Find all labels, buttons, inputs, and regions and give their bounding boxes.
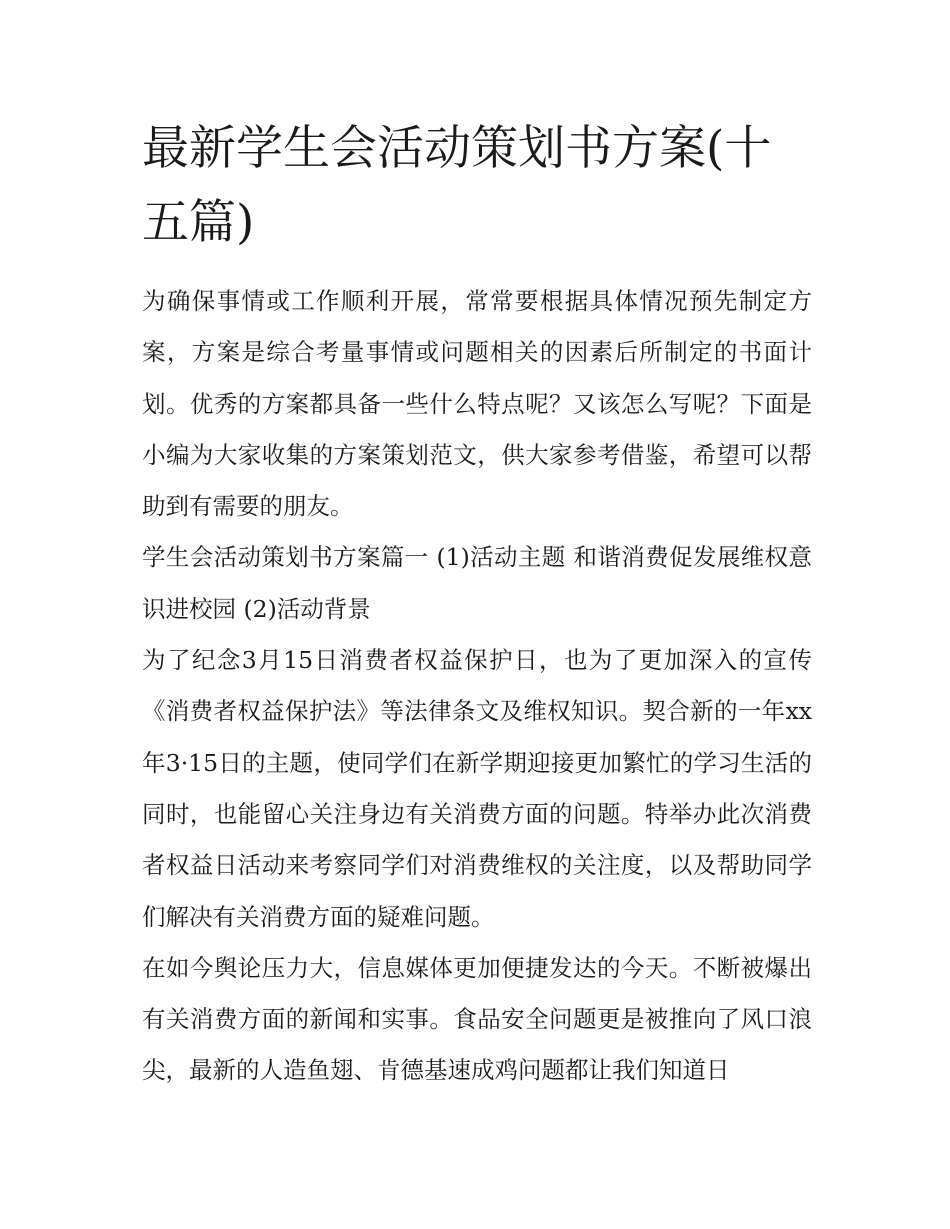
- paragraph-background: 为了纪念3月15日消费者权益保护日，也为了更加深入的宣传《消费者权益保护法》等法律条文及维权知识。契合新的一年xx年3·15日的主题，使同学们在新学期迎接更加繁忙的学习生活的同时，也能留心关注身边有关消费方面的问题。特举办此次消费者权益日活动来考察同学们对消费维权的关注度，以及帮助同学们解决有关消费方面的疑难问题。: [142, 646, 812, 931]
- paragraph-context: 在如今舆论压力大，信息媒体更加便捷发达的今天。不断被爆出有关消费方面的新闻和实事。食品安全问题更是被推向了风口浪尖，最新的人造鱼翅、肯德基速成鸡问题都让我们知道日: [142, 953, 812, 1085]
- document-title: 最新学生会活动策划书方案(十五篇): [142, 121, 772, 250]
- paragraph-intro: 为确保事情或工作顺利开展，常常要根据具体情况预先制定方案，方案是综合考量事情或问题相关的因素后所制定的书面计划。优秀的方案都具备一些什么特点呢？又该怎么写呢？下面是小编为大家收集的方案策划范文，供大家参考借鉴，希望可以帮助到有需要的朋友。: [142, 287, 812, 521]
- document-page: [142, 112, 812, 1097]
- paragraph-section-heading: 学生会活动策划书方案篇一 (1)活动主题 和谐消费促发展维权意识进校园 (2)活动背景: [142, 543, 812, 623]
